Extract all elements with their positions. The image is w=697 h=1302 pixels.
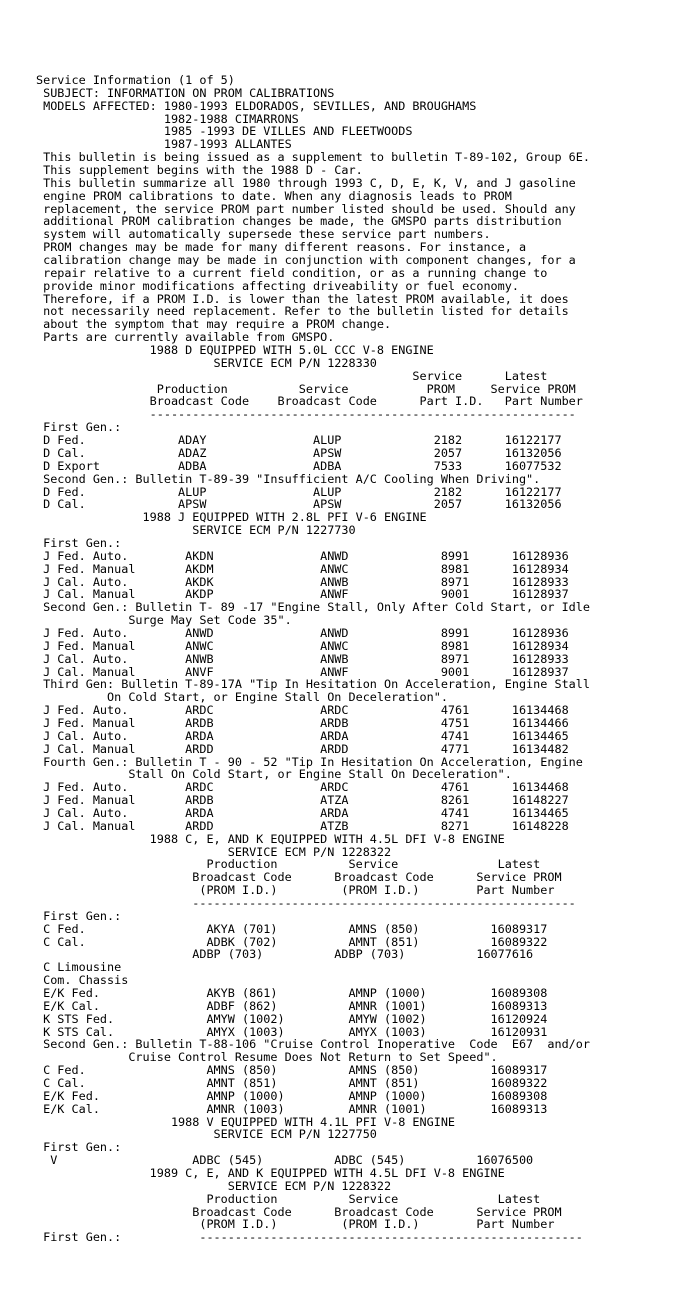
document-line: J Fed. Manual ARDB ATZA 8261 16148227 [36,793,569,808]
document-line: J Fed. Manual ARDB ARDB 4751 16134466 [36,715,569,730]
document-line: J Cal. Auto. AKDK ANWB 8971 16128933 [36,574,569,589]
document-line: J Cal. Manual ARDD ATZB 8271 16148228 [36,818,569,833]
document-line: PROM changes may be made for many different reasons. For instance, a [36,240,527,255]
document-line: E/K Cal. ADBF (862) AMNR (1001) 16089313 [36,998,548,1013]
document-line: repair relative to a current field condition, or as a running change to [36,265,548,280]
document-line: 1988 V EQUIPPED WITH 4.1L PFI V-8 ENGINE [36,1114,456,1129]
document-line: C Fed. AMNS (850) AMNS (850) 16089317 [36,1063,548,1078]
document-line: Production Service Latest [36,857,541,872]
document-line: Third Gen: Bulletin T-89-17A "Tip In Hesitation On Acceleration, Engine Stall [36,677,590,692]
document-line: Production Service Latest [36,1191,541,1206]
document-line: Com. Chassis [36,973,129,988]
document-line: Therefore, if a PROM I.D. is lower than the latest PROM available, it does [36,291,569,306]
document-line: D Cal. ADAZ APSW 2057 16132056 [36,445,562,460]
document-line: about the symptom that may require a PROM change. [36,317,392,332]
document-line: 1988 C, E, AND K EQUIPPED WITH 4.5L DFI V-8 ENGINE [36,831,505,846]
document-line: 1982-1988 CIMARRONS [36,111,299,126]
document-line: K STS Fed. AMYW (1002) AMYW (1002) 16120924 [36,1011,548,1026]
document-line: SERVICE ECM P/N 1227730 [36,523,356,538]
document-line: J Cal. Auto. ARDA ARDA 4741 16134465 [36,805,569,820]
document-line: J Cal. Auto. ANWB ANWB 8971 16128933 [36,651,569,666]
document-line: 1985 -1993 DE VILLES AND FLEETWOODS [36,124,413,139]
document-line: Broadcast Code Broadcast Code Service PROM [36,870,562,885]
document-line: (PROM I.D.) (PROM I.D.) Part Number [36,1217,555,1232]
document-line: This bulletin is being issued as a supplement to bulletin T-89-102, Group 6E. [36,150,590,165]
document-line: J Fed. Auto. ARDC ARDC 4761 16134468 [36,703,569,718]
document-line: SUBJECT: INFORMATION ON PROM CALIBRATIONS [36,85,335,100]
document-line: C Fed. AKYA (701) AMNS (850) 16089317 [36,921,548,936]
document-line: C Limousine [36,960,122,975]
document-line: Fourth Gen.: Bulletin T - 90 - 52 "Tip In Hesitation On Acceleration, Engine [36,754,583,769]
document-line: provide minor modifications affecting driveability or fuel economy. [36,278,519,293]
document-line: ------------------------------------------------------ [36,896,576,910]
document-line: 1988 D EQUIPPED WITH 5.0L CCC V-8 ENGINE [36,343,434,358]
document-line: C Cal. AMNT (851) AMNT (851) 16089322 [36,1076,548,1091]
document-line: K STS Cal. AMYX (1003) AMYX (1003) 16120931 [36,1024,548,1039]
document-line: calibration change may be made in conjunction with component changes, for a [36,253,576,268]
document-line: 1987-1993 ALLANTES [36,137,292,152]
document-line: J Fed. Auto. AKDN ANWD 8991 16128936 [36,548,569,563]
document-line: Service Latest [36,368,548,383]
document-line: engine PROM calibrations to date. When any diagnosis leads to PROM [36,188,512,203]
document-line: E/K Cal. AMNR (1003) AMNR (1001) 16089313 [36,1101,548,1116]
document-line: system will automatically supersede these service part numbers. [36,227,491,242]
document-line: Production Service PROM Service PROM [36,381,576,396]
document-line: additional PROM calibration changes be made, the GMSPO parts distribution [36,214,562,229]
document-line: D Fed. ADAY ALUP 2182 16122177 [36,433,562,448]
document-line: J Fed. Manual ANWC ANWC 8981 16128934 [36,638,569,653]
document-line: J Cal. Manual AKDP ANWF 9001 16128937 [36,587,569,602]
document-line: Service Information (1 of 5) [36,73,235,87]
document-line: Second Gen.: Bulletin T-88-106 "Cruise Control Inoperative Code E67 and/or [36,1037,590,1052]
document-line: Second Gen.: Bulletin T- 89 -17 "Engine Stall, Only After Cold Start, or Idle [36,600,590,615]
document-line: On Cold Start, or Engine Stall On Deceleration". [36,690,448,705]
document-line: Stall On Cold Start, or Engine Stall On Deceleration". [36,767,512,782]
document-line: Surge May Set Code 35". [36,613,292,628]
document-line: Cruise Control Resume Does Not Return to Set Speed". [36,1050,498,1065]
document-line: This supplement begins with the 1988 D - Car. [36,163,363,178]
document-line: D Fed. ALUP ALUP 2182 16122177 [36,484,562,499]
document-line: C Cal. ADBK (702) AMNT (851) 16089322 [36,934,548,949]
document-line: SERVICE ECM P/N 1228330 [36,355,377,370]
document-line: Broadcast Code Broadcast Code Service PROM [36,1204,562,1219]
document-line: E/K Fed. AMNP (1000) AMNP (1000) 16089308 [36,1088,548,1103]
document-line: First Gen.: [36,1140,122,1155]
document-line: replacement, the service PROM part number listed should be used. Should any [36,201,576,216]
document-line: First Gen.: [36,535,122,550]
document-line: ADBP (703) ADBP (703) 16077616 [36,947,534,962]
document-line: 1988 J EQUIPPED WITH 2.8L PFI V-6 ENGINE [36,510,427,525]
document-line: First Gen.: [36,908,122,923]
document-line: MODELS AFFECTED: 1980-1993 ELDORADOS, SEVILLES, AND BROUGHAMS [36,98,477,113]
document-line: Broadcast Code Broadcast Code Part I.D. Part Number [36,394,583,409]
document-line: J Cal. Manual ANVF ANWF 9001 16128937 [36,664,569,679]
document-line: J Fed. Manual AKDM ANWC 8981 16128934 [36,561,569,576]
document-line: V ADBC (545) ADBC (545) 16076500 [36,1153,534,1168]
document-line: E/K Fed. AKYB (861) AMNP (1000) 16089308 [36,986,548,1001]
document-line: 1989 C, E, AND K EQUIPPED WITH 4.5L DFI V-8 ENGINE [36,1166,505,1181]
service-bulletin-text [36,74,590,1244]
document-line: SERVICE ECM P/N 1227750 [36,1127,377,1142]
document-line: D Export ADBA ADBA 7533 16077532 [36,458,562,473]
document-line: Second Gen.: Bulletin T-89-39 "Insufficient A/C Cooling When Driving". [36,471,541,486]
document-line: D Cal. APSW APSW 2057 16132056 [36,497,562,512]
document-line: (PROM I.D.) (PROM I.D.) Part Number [36,883,555,898]
document-line: First Gen.: ------------------------------------------------------ [36,1230,583,1245]
document-line: SERVICE ECM P/N 1228322 [36,844,392,859]
document-line: Parts are currently available from GMSPO. [36,330,335,345]
document-line: First Gen.: [36,420,122,435]
document-line: J Fed. Auto. ARDC ARDC 4761 16134468 [36,780,569,795]
document-line: not necessarily need replacement. Refer to the bulletin listed for details [36,304,569,319]
document-line: J Fed. Auto. ANWD ANWD 8991 16128936 [36,625,569,640]
document-line: This bulletin summarize all 1980 through 1993 C, D, E, K, V, and J gasoline [36,175,576,190]
document-line: J Cal. Manual ARDD ARDD 4771 16134482 [36,741,569,756]
document-line: J Cal. Auto. ARDA ARDA 4741 16134465 [36,728,569,743]
document-line: SERVICE ECM P/N 1228322 [36,1178,392,1193]
document-line: ------------------------------------------------------------ [36,407,576,422]
